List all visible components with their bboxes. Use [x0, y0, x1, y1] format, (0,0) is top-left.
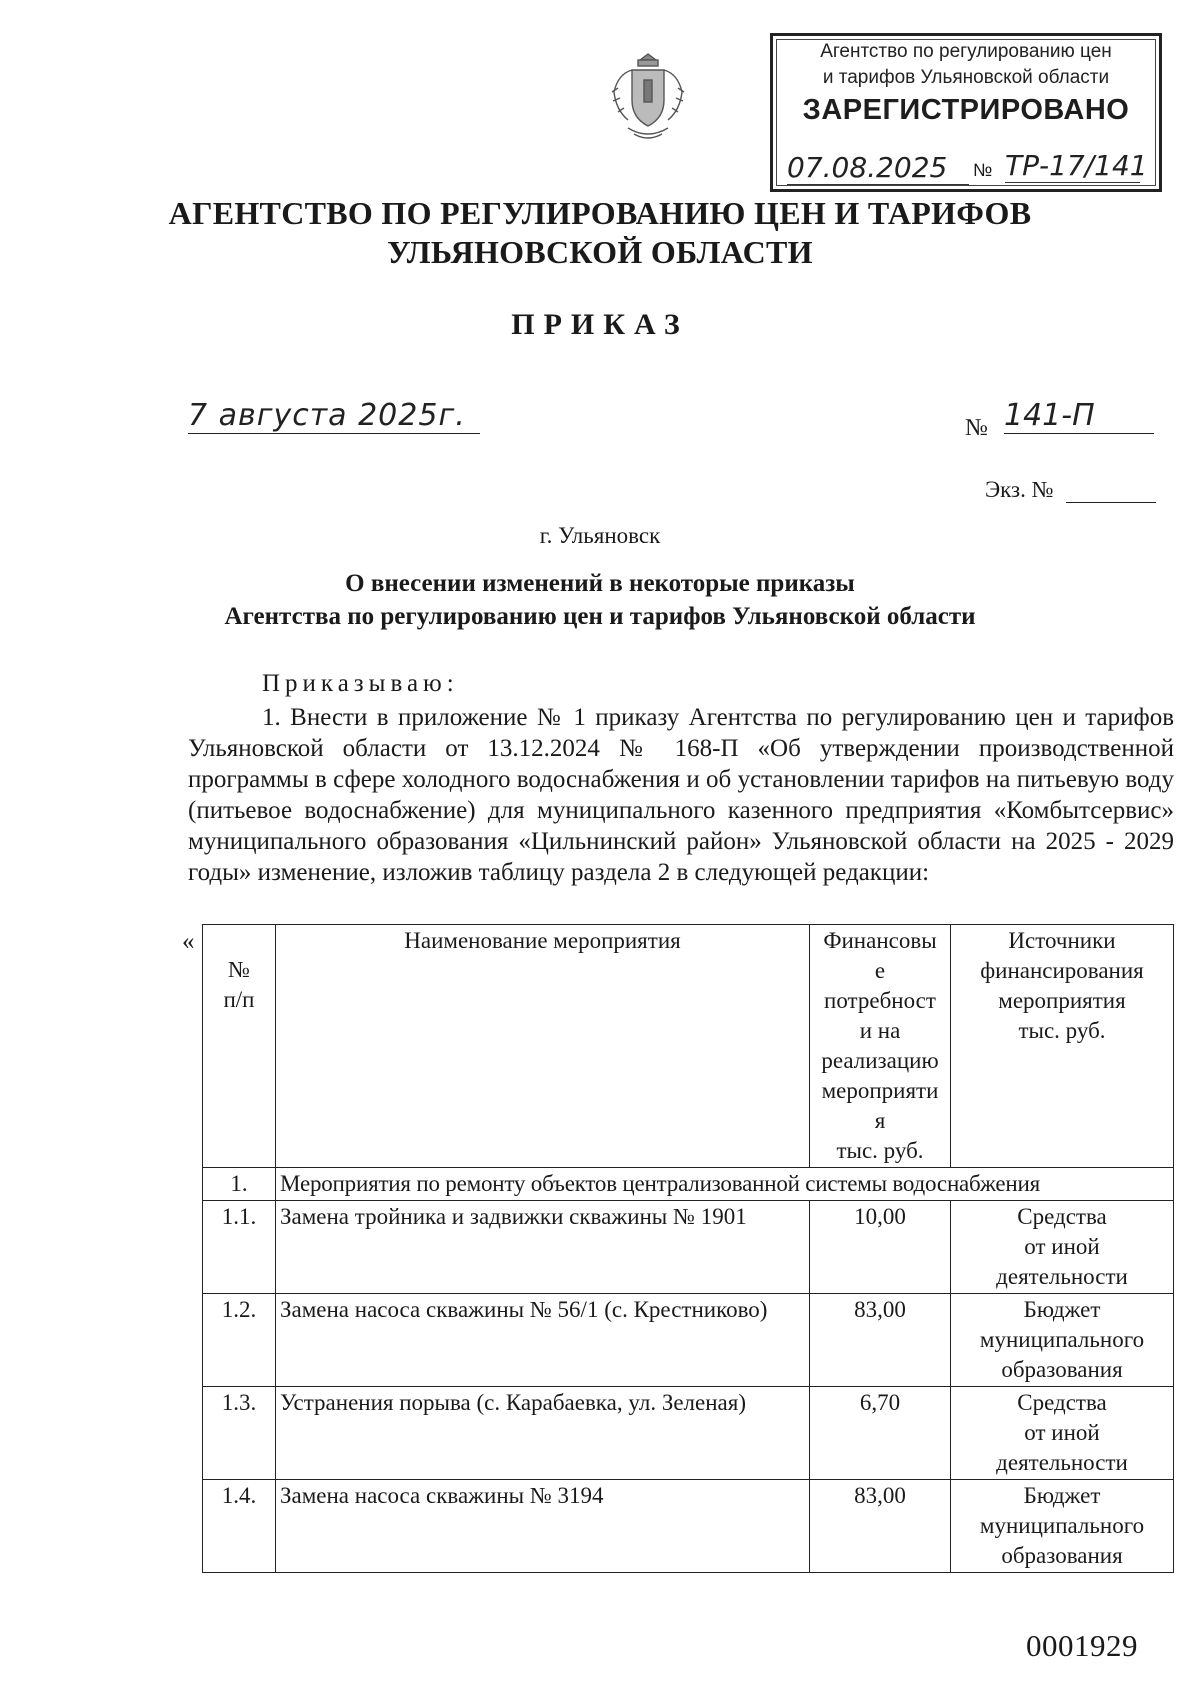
- registration-stamp: [770, 33, 1162, 192]
- open-quote: «: [182, 928, 195, 955]
- stamp-line-2: и тарифов Ульяновской области: [822, 67, 1110, 88]
- table-row: [203, 1201, 1174, 1294]
- table-header-row: [203, 925, 1174, 1168]
- stamp-number: ТР-17/141: [1005, 149, 1148, 182]
- header-name: Наименование мероприятия: [276, 925, 810, 1168]
- row-no: 1.1.: [203, 1201, 276, 1294]
- stamp-status: ЗАРЕГИСТРИРОВАНО: [802, 94, 1130, 126]
- org-title-line-1: АГЕНТСТВО ПО РЕГУЛИРОВАНИЮ ЦЕН И ТАРИФОВ: [168, 195, 1032, 231]
- coat-of-arms-icon: [608, 48, 688, 148]
- order-word: Приказываю:: [262, 670, 459, 697]
- row-src: Бюджет муниципального образования: [951, 1480, 1174, 1573]
- row-src: Бюджет муниципального образования: [951, 1294, 1174, 1387]
- row-fin: 10,00: [810, 1201, 951, 1294]
- doc-type-title: ПРИКАЗ: [511, 308, 689, 341]
- row-name: Замена насоса скважины № 3194: [276, 1480, 810, 1573]
- table-row: [203, 1294, 1174, 1387]
- row-no: 1.3.: [203, 1387, 276, 1480]
- paragraph-1: 1. Внести в приложение № 1 приказу Агентства по регулированию цен и тарифов Ульяновской области от 13.12.2024 № 168-П «Об утверждении производственной программы в сфере холодного водоснабжения и об установлении тарифов на питьевую воду (питьевое водоснабжение) для муниципального казенного предприятия «Комбытсервис» муниципального образования «Цильнинский район» Ульяновской области на 2025 - 2029 годы» изменение, изложив таблицу раздела 2 в следующей редакции:: [188, 704, 1174, 886]
- row-no: 1.4.: [203, 1480, 276, 1573]
- order-no-label: №: [965, 415, 988, 441]
- document-id: 0001929: [1026, 1628, 1138, 1663]
- subject-line-2: Агентства по регулированию цен и тарифов Ульяновской области: [224, 603, 976, 630]
- stamp-date: 07.08.2025: [787, 151, 969, 185]
- stamp-no-label: №: [973, 160, 993, 180]
- row-no: 1.2.: [203, 1294, 276, 1387]
- row-name: Замена тройника и задвижки скважины № 1901: [276, 1201, 810, 1294]
- section-no: 1.: [203, 1168, 276, 1201]
- row-src: Средства от иной деятельности: [951, 1201, 1174, 1294]
- order-date-handwritten: 7 августа 2025г.: [188, 398, 480, 434]
- order-number-handwritten: 141-П: [1004, 398, 1154, 434]
- row-fin: 83,00: [810, 1480, 951, 1573]
- measures-table: [202, 924, 1174, 1573]
- row-name: Устранения порыва (с. Карабаевка, ул. Зеленая): [276, 1387, 810, 1480]
- header-src: Источники финансирования мероприятия тыс. руб.: [951, 925, 1174, 1168]
- org-title-line-2: УЛЬЯНОВСКОЙ ОБЛАСТИ: [387, 234, 813, 270]
- table-row: [203, 1387, 1174, 1480]
- copy-number-line: [1066, 502, 1156, 503]
- row-fin: 6,70: [810, 1387, 951, 1480]
- row-src: Средства от иной деятельности: [951, 1387, 1174, 1480]
- stamp-line-1: Агентство по регулированию цен: [820, 41, 1112, 62]
- row-name: Замена насоса скважины № 56/1 (с. Крестниково): [276, 1294, 810, 1387]
- header-no: № п/п: [203, 925, 276, 1168]
- header-fin: Финансовы е потребност и на реализацию мероприяти я тыс. руб.: [810, 925, 951, 1168]
- table-section-row: [203, 1168, 1174, 1201]
- row-fin: 83,00: [810, 1294, 951, 1387]
- table-row: [203, 1480, 1174, 1573]
- section-name: Мероприятия по ремонту объектов централизованной системы водоснабжения: [276, 1168, 1174, 1201]
- copy-number-label: Экз. №: [985, 477, 1054, 502]
- city: г. Ульяновск: [539, 523, 661, 548]
- subject-line-1: О внесении изменений в некоторые приказы: [345, 570, 855, 597]
